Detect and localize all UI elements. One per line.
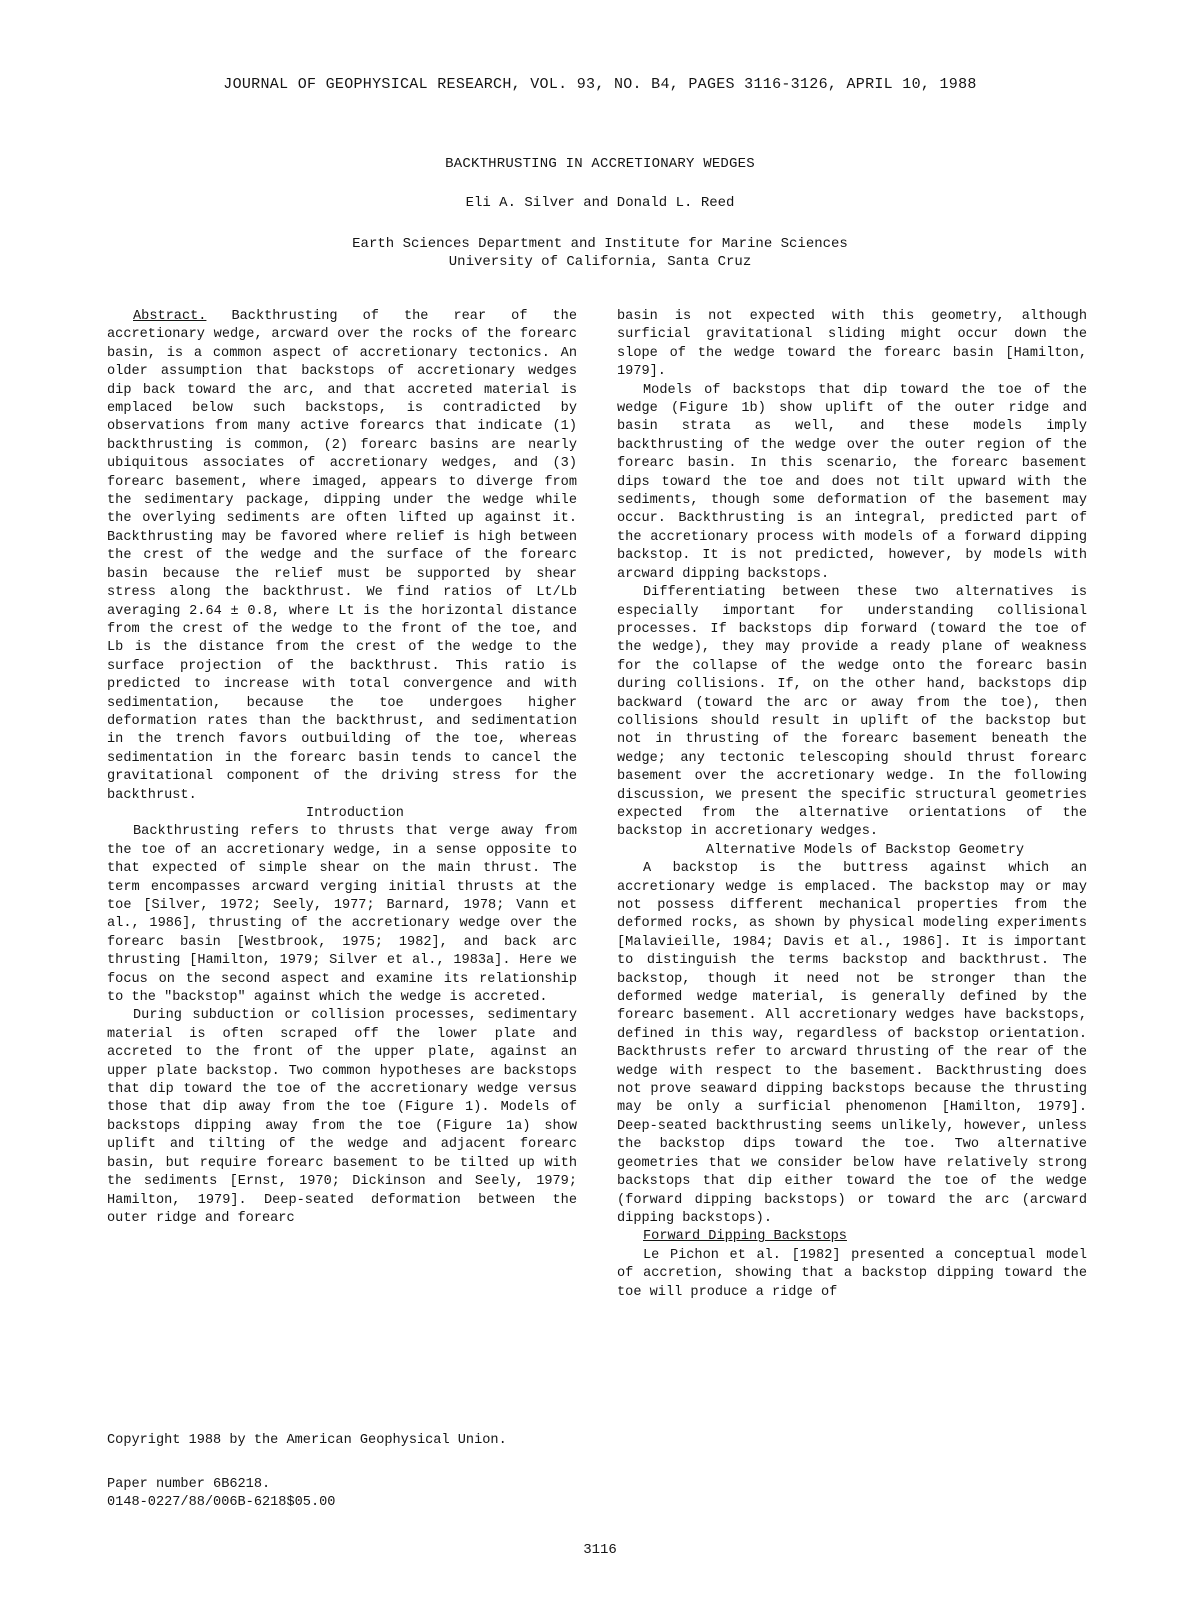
introduction-paragraph-1: Backthrusting refers to thrusts that verge away from the toe of an accretionary wedge, in a sense opposite to that expected of simple shear on the main thrust. The term encompasses arcward verging initial thrusts at the toe [Silver, 1972; Seely, 1977; Barnard, 1978; Vann et al., 1986], thrusting of the accretionary wedge over the forearc basin [Westbrook, 1975; 1982], and back arc thrusting [Hamilton, 1979; Silver et al., 1983a]. Here we focus on the second aspect and examine its relationship to the "backstop" against which the wedge is accreted. [107,824,577,1006]
paper-number-block [107,1476,577,1513]
introduction-paragraph-2: During subduction or collision processes, sedimentary material is often scraped off the lower plate and accreted to the front of the upper plate, against an upper plate backstop. Two common hypotheses are backstops that dip toward the toe of the accretionary wedge versus those that dip away from the toe (Figure 1). Models of backstops dipping away from the toe (Figure 1a) show uplift and tilting of the wedge and adjacent forearc basin, but require forearc basement to be tilted up with the sediments [Ernst, 1970; Dickinson and Seely, 1979; Hamilton, 1979]. Deep-seated deformation between the outer ridge and forearc [107,1008,577,1226]
paper-number: Paper number 6B6218. [107,1477,271,1492]
forward-dipping-heading: Forward Dipping Backstops [643,1229,847,1245]
page-number: 3116 [583,1542,617,1558]
journal-header: JOURNAL OF GEOPHYSICAL RESEARCH, VOL. 93, NO. B4, PAGES 3116-3126, APRIL 10, 1988 [223,76,977,93]
article-authors: Eli A. Silver and Donald L. Reed [465,195,735,211]
article-title: BACKTHRUSTING IN ACCRETIONARY WEDGES [445,156,755,172]
forward-dipping-paragraph: Le Pichon et al. [1982] presented a conceptual model of accretion, showing that a backstop dipping toward the toe will produce a ridge of [617,1247,1087,1300]
models-paragraph: Models of backstops that dip toward the toe of the wedge (Figure 1b) show uplift of the outer ridge and basin strata as well, and these models imply backthrusting of the wedge over the outer region of the forearc basin. In this scenario, the forearc basement dips toward the toe and does not tilt upward with the sediments, though some deformation of the basement may occur. Backthrusting is an integral, predicted part of the accretionary process with models of a forward dipping backstop. It is not predicted, however, by models with arcward dipping backstops. [617,382,1087,582]
affiliation-line-2: University of California, Santa Cruz [448,254,752,270]
continued-paragraph: basin is not expected with this geometry, although surficial gravitational sliding might occur down the slope of the wedge toward the forearc basin [Hamilton, 1979]. [617,309,1087,380]
alternative-models-paragraph: A backstop is the buttress against which an accretionary wedge is emplaced. The backstop may or may not possess different mechanical properties from the deformed rocks, as shown by physical modeling experiments [Malavieille, 1984; Davis et al., 1986]. It is important to distinguish the terms backstop and backthrust. The backstop, though it need not be stronger than the deformed wedge material, is generally defined by the forearc basement. All accretionary wedges have backstops, defined in this way, regardless of backstop orientation. Backthrusts refer to arcward thrusting of the rear of the wedge with respect to the basement. Backthrusting does not prove seaward dipping backstops because the thrusting may be only a surficial phenomenon [Hamilton, 1979]. Deep-seated backthrusting seems unlikely, however, unless the backstop dips toward the toe. Two alternative geometries that we consider below have relatively strong backstops that dip either toward the toe of the wedge (forward dipping backstops) or toward the arc (arcward dipping backstops). [617,861,1087,1226]
right-column [617,308,1087,1302]
left-column [107,308,577,1228]
abstract-paragraph [107,308,577,805]
abstract-label: Abstract. [133,309,207,324]
differentiating-paragraph: Differentiating between these two alternatives is especially important for understanding collisional processes. If backstops dip forward (toward the toe of the wedge), they may provide a ready plane of weakness for the collapse of the wedge onto the forearc basin during collisions. If, on the other hand, backstops dip backward (toward the arc or away from the toe), then collisions should result in uplift of the backstop but not in thrusting of the forearc basement beneath the wedge; any tectonic telescoping should thrust forearc basement over the accretionary wedge. In the following discussion, we present the specific structural geometries expected from the alternative orientations of the backstop in accretionary wedges. [617,585,1087,840]
abstract-text: Backthrusting of the rear of the accretionary wedge, arcward over the rocks of the forearc basin, is a common aspect of accretionary tectonics. An older assumption that backstops of accretionary wedges dip back toward the arc, and that accreted material is emplaced below such backstops, is contradicted by observations from many active forearcs that indicate (1) backthrusting is common, (2) forearc basins are nearly ubiquitous associates of accretionary wedges, and (3) forearc basement, where imaged, appears to diverge from the sedimentary package, dipping under the wedge while the overlying sediments are often lifted up against it. Backthrusting may be favored where relief is high between the crest of the wedge and the surface of the forearc basin because the relief must be supported by shear stress along the backthrust. We find ratios of Lt/Lb averaging 2.64 ± 0.8, where Lt is the horizontal distance from the crest of the wedge to the front of the toe, and Lb is the distance from the crest of the wedge to the surface projection of the backthrust. This ratio is predicted to increase with total convergence and with sedimentation, because the toe undergoes higher deformation rates than the backthrust, and sedimentation in the trench favors outbuilding of the toe, whereas sedimentation in the forearc basin tends to cancel the gravitational component of the driving stress for the backthrust. [107,309,577,803]
alternative-models-heading: Alternative Models of Backstop Geometry [705,842,1025,858]
issn-code: 0148-0227/88/006B-6218$05.00 [107,1495,336,1511]
copyright-notice: Copyright 1988 by the American Geophysical Union. [107,1433,507,1448]
article-affiliation [0,235,1200,271]
introduction-heading: Introduction [306,805,404,821]
affiliation-line-1: Earth Sciences Department and Institute for Marine Sciences [352,236,848,252]
